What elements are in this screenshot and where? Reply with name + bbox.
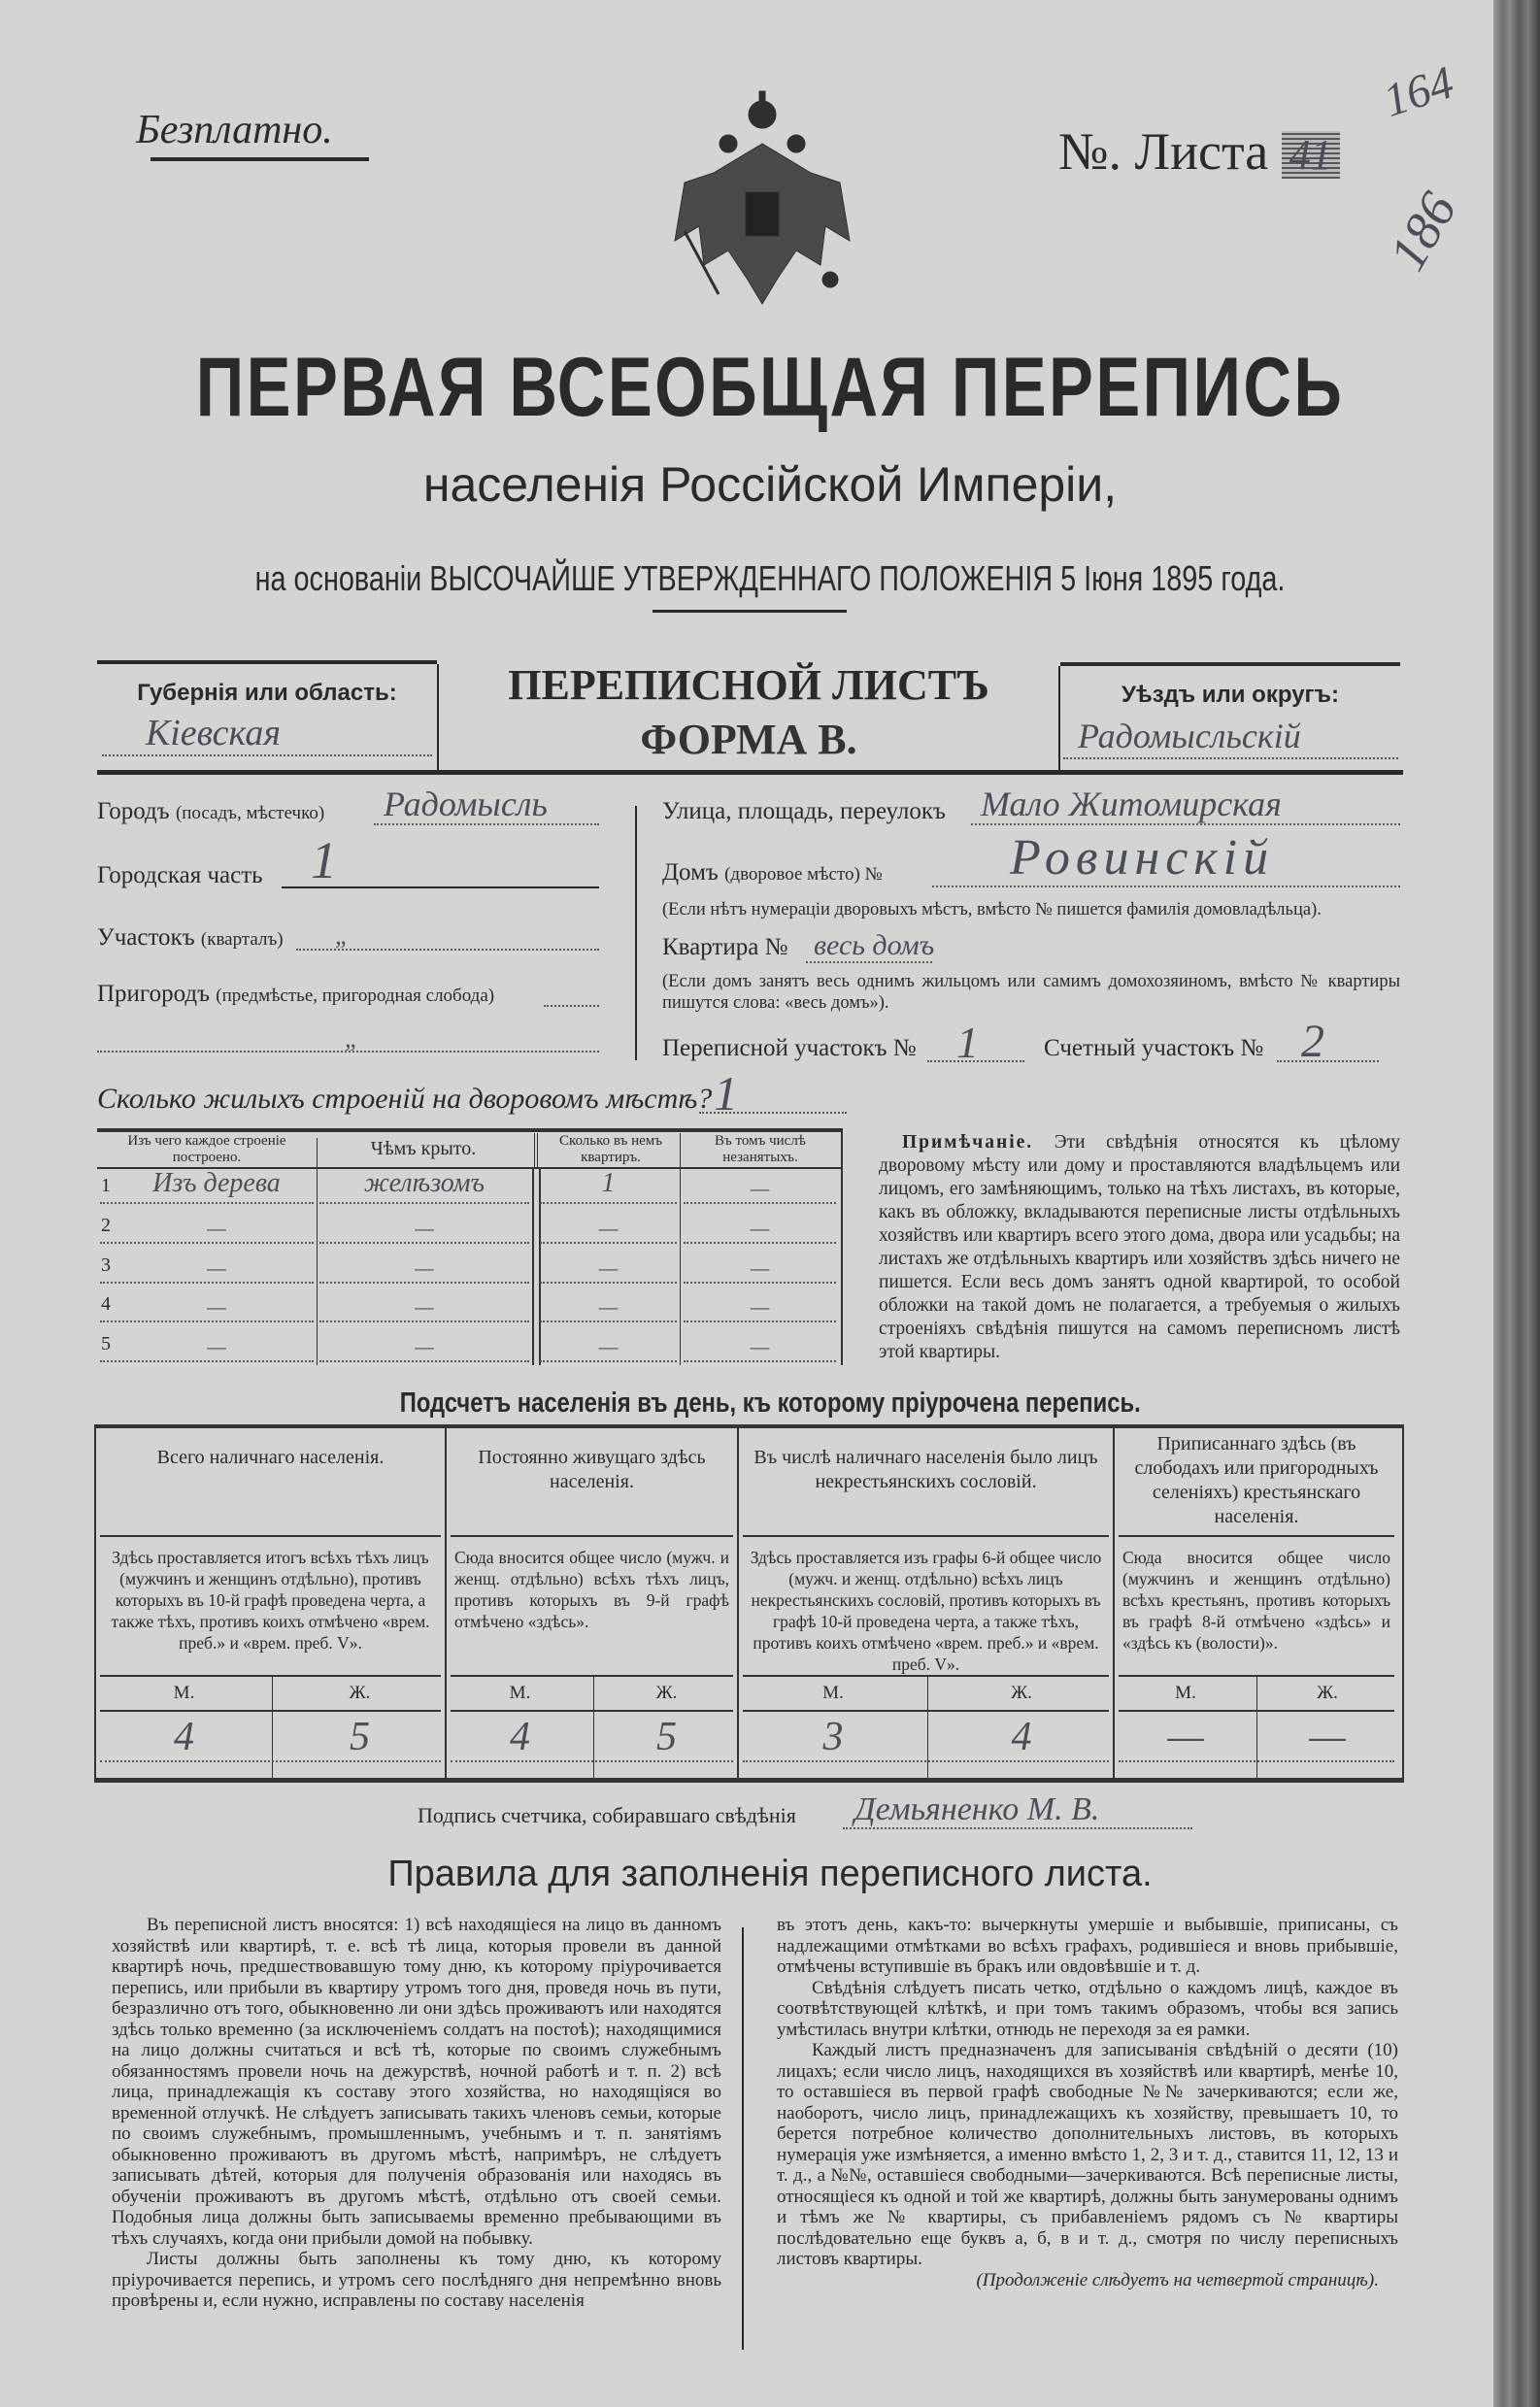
desc-divider (743, 1675, 1109, 1677)
mf-label-divider (100, 1710, 441, 1712)
cell-line (100, 1202, 314, 1204)
population-column (447, 1428, 739, 1778)
form-box-top-right (1060, 662, 1400, 666)
column-heading: Въ числѣ наличнаго населенія было лицъ некрестьянскихъ сословій. (753, 1447, 1098, 1492)
cell-apartments[interactable]: — (598, 1254, 619, 1280)
form-box-bottom (97, 770, 1403, 775)
cell-line (540, 1242, 677, 1244)
population-column (1115, 1428, 1398, 1778)
cell-line (684, 1202, 836, 1204)
buildings-answer: 1 (714, 1066, 738, 1120)
signature-label: Подпись счетчика, собиравшаго свѣдѣнія (418, 1803, 796, 1827)
female-count[interactable]: — (1309, 1715, 1346, 1759)
signature-value: Демьяненко М. В. (854, 1791, 1100, 1827)
district-label (97, 924, 284, 953)
census-district-value: 1 (956, 1018, 979, 1067)
buildings-question: Сколько жилыхъ строеній на дворовомъ мѣстѣ? (97, 1083, 713, 1115)
cell-line (319, 1321, 529, 1322)
column-heading: Постоянно живущаго здѣсь населенія. (478, 1447, 706, 1492)
count-line (100, 1760, 441, 1762)
col-roof-header: Чѣмъ крыто. (317, 1138, 529, 1167)
uezd-value: Радомысльскій (1078, 717, 1301, 755)
cell-line (684, 1242, 836, 1244)
heading-divider (451, 1535, 733, 1537)
male-count[interactable]: — (1167, 1715, 1204, 1759)
apartment-note: (Если домъ занятъ весь однимъ жильцомъ или самимъ домохозяиномъ, вмѣсто № квартиры пишутся слова: «весь домъ»). (662, 972, 1400, 1013)
page-title-text: ПЕРВАЯ ВСЕОБЩАЯ ПЕРЕПИСЬ (195, 341, 1345, 434)
table-row (97, 1325, 841, 1364)
cell-vacant[interactable]: — (750, 1254, 770, 1280)
apartment-label: Квартира № (662, 934, 788, 960)
district-value: „ (335, 921, 350, 950)
cell-line (540, 1321, 677, 1322)
page-subtitle: населенія Россійской Имперіи, (422, 457, 1118, 512)
col-vacant-header: Въ томъ числѣ незанятыхъ. (680, 1133, 840, 1167)
suburb-hint: (предмѣстье, пригородная слобода) (216, 986, 495, 1006)
street-label: Улица, площадь, переулокъ (662, 798, 946, 824)
cell-roof[interactable]: — (415, 1334, 434, 1359)
basis-text: на основаніи ВЫСОЧАЙШЕ УТВЕРЖДЕННАГО ПОЛОЖЕНІЯ 5 Іюня 1895 года. (254, 558, 1286, 598)
city-label-text: Городъ (97, 798, 170, 824)
house-label-text: Домъ (662, 859, 719, 886)
free-label-text: Безплатно. (136, 108, 333, 152)
cell-line (684, 1360, 836, 1362)
house-field[interactable] (932, 886, 1400, 887)
sheet-number-value: 41 (1282, 131, 1340, 179)
house-value: Ровинскій (1010, 830, 1275, 886)
rules-paragraph: Каждый листъ предназначенъ для записыванія свѣдѣній о десяти (10) лицахъ; если число лицъ, находящихся въ хозяйствѣ или квартирѣ, менѣе 10, то оставшіеся въ первой графѣ свободные №№ зачеркиваются; если же, наоборотъ, число лицъ, принадлежащихъ къ хозяйству, превышаетъ 10, то берется потребное количество дополнительныхъ листовъ, въ которыхъ нумерація уже измѣняется, а именно вмѣсто 1, 2, 3 и т. д., ставится 11, 12, 13 и т. д., а №№, оставшіеся свободными—зачеркиваются. Всѣ переписные листы, относящіеся къ одной и той же квартирѣ, должны быть занумерованы однимъ и тѣмъ же № квартиры, съ прибавленіемъ рядомъ съ № квартиры послѣдовательно еще буквъ а, б, в и т. д., смотря по числу переписныхъ листовъ квартиры. (777, 2040, 1398, 2269)
female-label: Ж. (1317, 1683, 1338, 1703)
col-apartments-header: Сколько въ немъ квартиръ. (534, 1133, 684, 1167)
street-field[interactable] (971, 823, 1400, 825)
free-label (136, 107, 333, 153)
page-title (0, 340, 1540, 436)
cell-material[interactable]: — (207, 1215, 226, 1240)
cell-line (319, 1282, 529, 1284)
mf-label-divider (743, 1710, 1109, 1712)
male-label: М. (1175, 1683, 1196, 1703)
rules-left-column (112, 1915, 721, 2312)
title-divider (653, 610, 847, 613)
population-title (0, 1387, 1540, 1424)
cell-line (319, 1242, 529, 1244)
suburb-field[interactable] (544, 1005, 599, 1007)
house-label (662, 859, 883, 887)
cell-line (100, 1282, 314, 1284)
uezd-line (1063, 757, 1398, 759)
column-heading: Всего наличнаго населенія. (156, 1447, 385, 1468)
population-title-text: Подсчетъ населенія въ день, къ которому пріурочена перепись. (399, 1387, 1141, 1419)
cell-apartments[interactable]: — (598, 1294, 619, 1320)
count-line (743, 1760, 1109, 1762)
rules-paragraph: Свѣдѣнія слѣдуетъ писать четко, отдѣльно о каждомъ лицѣ, каждое въ соотвѣтствующей клѣткѣ, и при томъ такимъ образомъ, чтобы вся запись умѣстилась внутри клѣтки, отнюдь не переходя за ея рамки. (777, 1977, 1398, 2040)
cell-vacant[interactable]: — (750, 1215, 770, 1240)
rules-column-divider (742, 1927, 744, 2350)
male-label: М. (509, 1683, 531, 1703)
count-district-field[interactable] (1277, 1060, 1379, 1062)
row-number: 5 (101, 1333, 111, 1355)
table-row (97, 1286, 841, 1324)
rules-continued: (Продолженіе слѣдуетъ на четвертой страницѣ). (976, 2269, 1379, 2290)
city-value: Радомысль (384, 785, 548, 823)
column-description: Сюда вносится общее число (мужч. и женщ. отдѣльно) всѣхъ тѣхъ лицъ, противъ которыхъ въ 9-й графѣ отмѣчено «здѣсь». (454, 1548, 729, 1631)
city-part-label: Городская часть (97, 862, 263, 888)
free-underline (151, 157, 369, 161)
note-text: Эти свѣдѣнія относятся къ цѣлому дворовому мѣсту или дому и проставляются владѣльцемъ или лицомъ, его замѣняющимъ, только на тѣхъ листахъ, въ которые, какъ въ обложку, вкладываются переписные листы отдѣльныхъ хозяйствъ или квартиръ всего этого дома, двора или усадьбы; на листахъ же отдѣльныхъ квартиръ или хозяйствъ здѣсь ничего не пишется. Если весь домъ занятъ одной квартирой, то особой обложки на такой домъ не полагается, а требуемыя о жилыхъ строеніяхъ свѣдѣнія пишутся на самомъ переписномъ листѣ этой квартиры. (879, 1132, 1400, 1362)
male-count[interactable]: 4 (174, 1715, 194, 1759)
cell-line (684, 1321, 836, 1322)
heading-divider (743, 1535, 1109, 1537)
cell-roof[interactable]: — (415, 1294, 434, 1320)
mf-label-divider (451, 1710, 733, 1712)
sheet-number (1058, 121, 1340, 182)
district-label-text: Участокъ (97, 924, 195, 951)
form-name: ФОРМА В. (640, 716, 857, 763)
buildings-note (879, 1131, 1400, 1364)
cell-vacant[interactable]: — (750, 1334, 770, 1359)
cell-roof[interactable]: — (415, 1254, 434, 1280)
male-count[interactable]: 4 (510, 1715, 530, 1759)
desc-divider (451, 1675, 733, 1677)
heading-divider (1119, 1535, 1394, 1537)
column-description: Здѣсь проставляется изъ графы 6-й общее число (мужч. и женщ. отдѣльно) всѣхъ лицъ некрестьянскихъ сословій, противъ которыхъ въ графѣ 10-й проведена черта, а также тѣхъ, противъ коихъ отмѣчено «врем. преб.» и «врем. преб. V». (750, 1548, 1102, 1674)
column-heading: Приписаннаго здѣсь (въ слободахъ или пригородныхъ селеніяхъ) крестьянскаго населенія. (1134, 1433, 1379, 1527)
suburb-value: „ (345, 1024, 359, 1053)
cell-line (540, 1202, 677, 1204)
female-label: Ж. (655, 1683, 678, 1703)
gubernia-label: Губернія или область: (137, 680, 397, 706)
gubernia-value: Кіевская (146, 713, 282, 753)
count-district-label: Счетный участокъ № (1044, 1035, 1264, 1061)
cell-roof[interactable]: желѣзомъ (363, 1168, 485, 1198)
basis-line (0, 558, 1540, 599)
population-column (96, 1428, 447, 1778)
suburb-label-text: Пригородъ (97, 981, 210, 1007)
cell-material[interactable]: — (207, 1334, 226, 1359)
cell-apartments[interactable]: — (598, 1215, 619, 1240)
col-material-header: Изъ чего каждое строеніе построено. (127, 1133, 286, 1165)
cell-vacant[interactable]: — (750, 1176, 770, 1200)
cell-material[interactable]: Изъ дерева (152, 1168, 281, 1198)
uezd-label: Уѣздъ или округъ: (1121, 682, 1340, 708)
count-line (1119, 1760, 1394, 1762)
mf-label-divider (1119, 1710, 1394, 1712)
city-label (97, 798, 324, 826)
house-hint: (дворовое мѣсто) № (724, 864, 883, 885)
rules-title: Правила для заполненія переписного листа. (387, 1854, 1153, 1894)
rules-paragraph: Въ переписной листъ вносятся: 1) всѣ находящіеся на лицо въ данномъ хозяйствѣ или квартирѣ, т. е. всѣ тѣ лица, которыя провели въ данной квартирѣ ночь, предшествовавшую тому дню, къ которому пріурочивается перепись, или прибыли въ квартиру утромъ того дня, проведя ночь въ пути, безразлично отъ того, обыкновенно ли они здѣсь проживаютъ или находятся здѣсь только временно (за исключеніемъ солдатъ на постоѣ); находящимися на лицо должны считаться и всѣ тѣ, которые по своимъ служебнымъ обязанностямъ провели ночь на дежурствѣ, ночной работѣ и т. п. 2) всѣ лица, принадлежащія къ составу этого хозяйства, но находящіяся во временной отлучкѣ. Не слѣдуетъ записывать такихъ членовъ семьи, которые по своимъ служебнымъ, промышленнымъ, учебнымъ и т. п. занятіямъ обыкновенно проживаютъ въ другомъ мѣстѣ, напримѣръ, не слѣдуетъ записывать дѣтей, которыя для полученія образованія или находясь въ обученіи проживаютъ въ другомъ мѣстѣ, отдѣльно отъ своей семьи. Подобныя лица должны быть записываемы временно пребывающими въ тѣхъ случаяхъ, когда они прибыли домой на побывку. (112, 1915, 721, 2249)
male-label: М. (822, 1683, 844, 1703)
apartment-value: весь домъ (814, 929, 935, 961)
cell-line (319, 1360, 529, 1362)
cell-material[interactable]: — (207, 1294, 226, 1320)
city-field[interactable] (374, 823, 599, 825)
population-table (94, 1424, 1404, 1783)
desc-divider (100, 1675, 441, 1677)
cell-vacant[interactable]: — (750, 1294, 770, 1320)
cell-line (684, 1282, 836, 1284)
cell-line (540, 1360, 677, 1362)
sheet-title: ПЕРЕПИСНОЙ ЛИСТЪ (508, 661, 989, 709)
rules-right-column (777, 1915, 1398, 2290)
count-line (451, 1760, 733, 1762)
female-label: Ж. (349, 1683, 371, 1703)
cell-line (100, 1242, 314, 1244)
gubernia-line (102, 754, 432, 756)
city-part-value: 1 (311, 831, 337, 889)
table-row (97, 1167, 841, 1206)
district-hint: (кварталъ) (200, 929, 284, 950)
row-number: 3 (101, 1254, 111, 1276)
city-hint: (посадъ, мѣстечко) (175, 803, 325, 823)
buildings-table (97, 1128, 843, 1365)
rules-paragraph: въ этотъ день, какъ-то: вычеркнуты умершіе и выбывшіе, приписаны, съ надлежащими отмѣтками во всѣхъ графахъ, родившіеся и вновь прибывшіе, отмѣчены вступившіе въ бракъ или овдовѣвшіе и т. д. (777, 1915, 1398, 1977)
heading-divider (100, 1535, 441, 1537)
female-count[interactable]: 5 (350, 1715, 370, 1759)
signature-field[interactable] (843, 1827, 1192, 1829)
female-count[interactable]: 5 (656, 1715, 677, 1759)
cell-line (319, 1202, 529, 1204)
cell-apartments[interactable]: — (598, 1334, 619, 1359)
cell-line (100, 1360, 314, 1362)
census-district-label: Переписной участокъ № (662, 1035, 917, 1061)
cell-material[interactable]: — (207, 1254, 226, 1280)
rules-paragraph: Листы должны быть заполнены къ тому дню, къ которому пріурочивается перепись, и утромъ сего послѣдняго дня непремѣнно вновь провѣрены и, если нужно, исправлены по составу населенія (112, 2249, 721, 2311)
buildings-table-header (97, 1132, 841, 1169)
form-box-top-left (97, 660, 437, 664)
sheet-number-label: №. Листа (1058, 122, 1269, 181)
row-number: 2 (101, 1214, 111, 1236)
archive-number-1: 164 (1377, 56, 1460, 127)
row-number: 4 (101, 1293, 111, 1316)
column-description: Здѣсь проставляется итогъ всѣхъ тѣхъ лицъ (мужчинъ и женщинъ отдѣльно), противъ которыхъ въ 10-й графѣ проведена черта, а также тѣхъ, противъ коихъ отмѣчено «врем. преб.» и «врем. преб. V». (111, 1548, 430, 1653)
note-title: Примѣчаніе. (902, 1132, 1034, 1153)
female-count[interactable]: 4 (1011, 1715, 1032, 1759)
table-row (97, 1207, 841, 1246)
apartment-field[interactable] (806, 961, 932, 963)
column-description: Сюда вносится общее число (мужчинъ и женщинъ отдѣльно) всѣхъ крестьянъ, противъ которыхъ въ графѣ 8-й отмѣчено «здѣсь» и «здѣсь къ (волости)». (1122, 1548, 1390, 1653)
archive-number-2: 186 (1377, 183, 1468, 281)
cell-apartments[interactable]: 1 (601, 1168, 616, 1198)
male-label: М. (173, 1683, 195, 1703)
row-number: 1 (101, 1175, 111, 1196)
cell-roof[interactable]: — (415, 1215, 434, 1240)
cell-line (100, 1321, 314, 1322)
house-note: (Если нѣтъ нумераціи дворовыхъ мѣстъ, вмѣсто № пишется фамилія домовладѣльца). (662, 900, 1322, 919)
suburb-label (97, 981, 494, 1009)
cell-line (540, 1282, 677, 1284)
male-count[interactable]: 3 (822, 1715, 844, 1759)
population-column (739, 1428, 1115, 1778)
street-value: Мало Житомирская (981, 785, 1282, 823)
address-divider (635, 806, 637, 1060)
female-label: Ж. (1011, 1683, 1032, 1703)
table-row (97, 1247, 841, 1286)
double-headed-eagle-emblem (646, 85, 879, 318)
count-district-value: 2 (1301, 1016, 1324, 1067)
